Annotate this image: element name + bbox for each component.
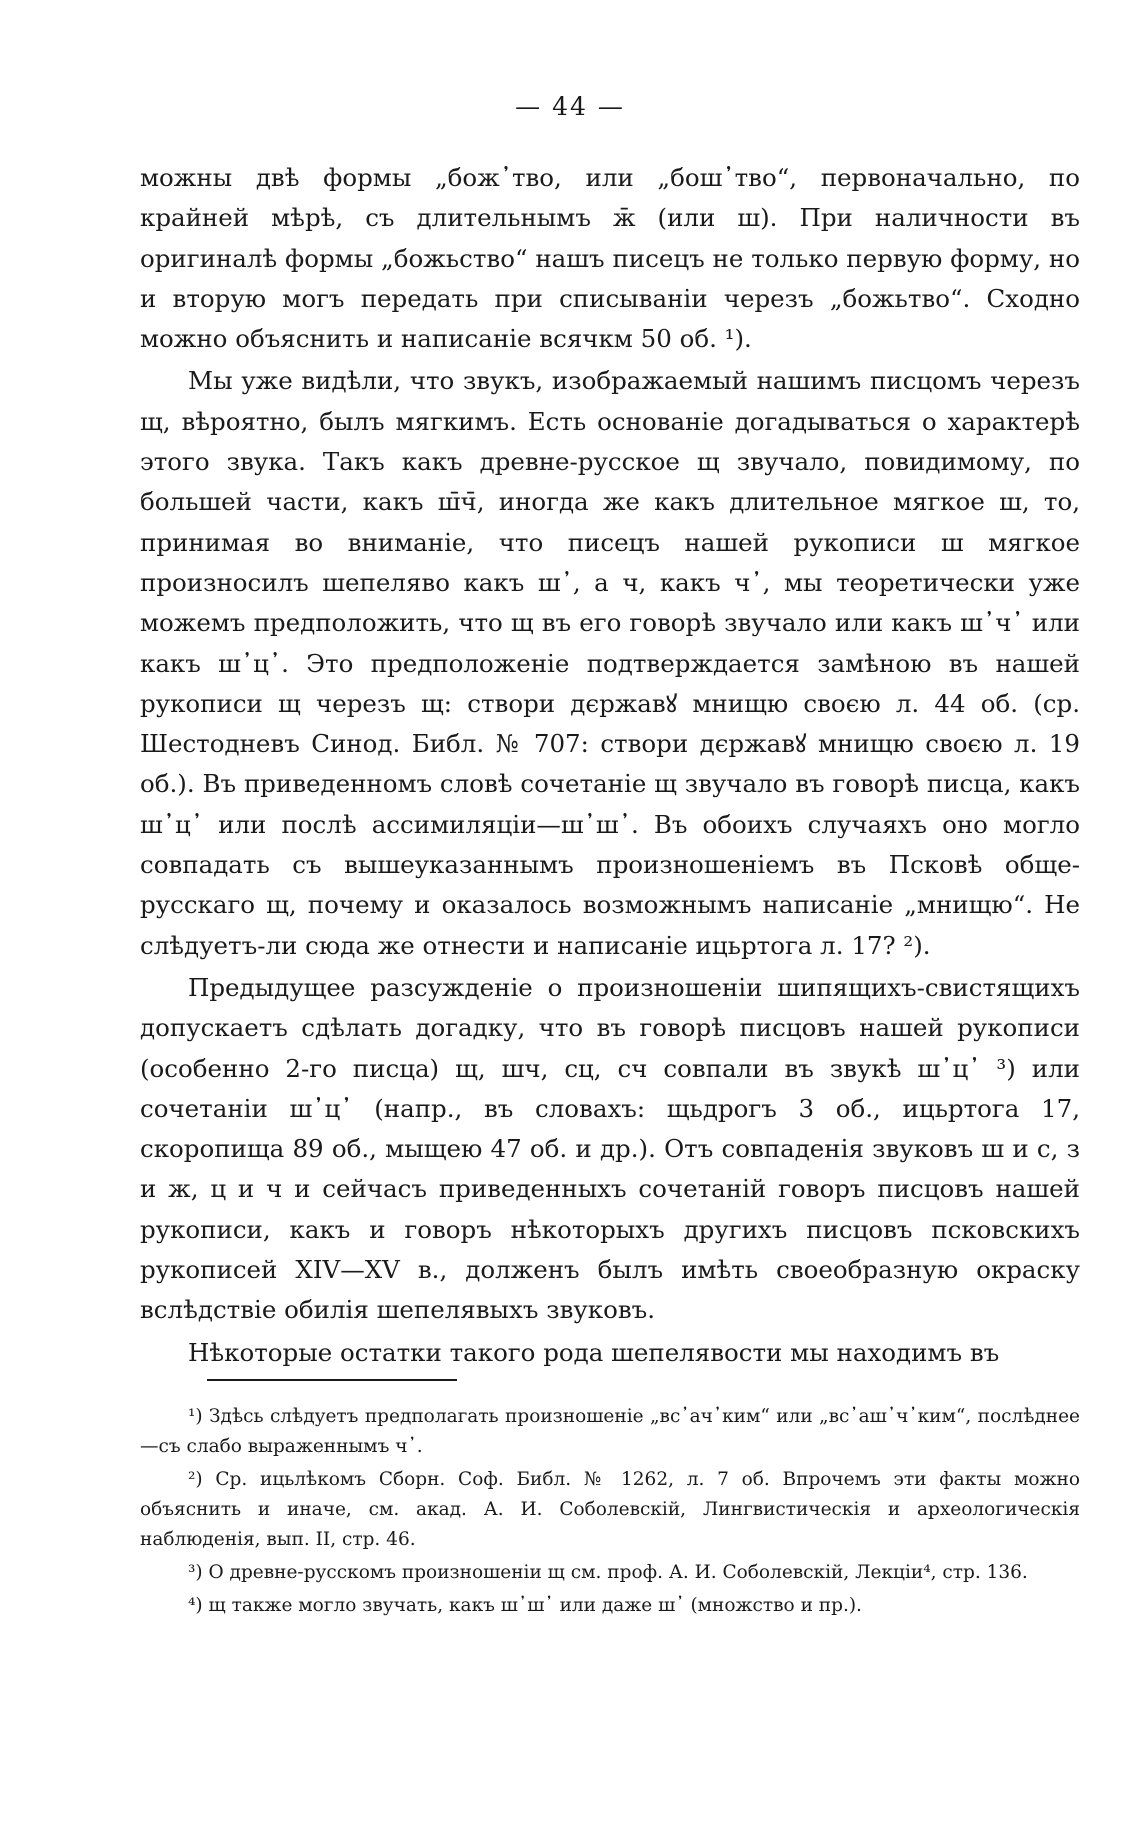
footnote: ⁴) щ также могло звучать, какъ ш᾽ш᾽ или даже ш᾽ (множство и пр.). [188, 1595, 862, 1616]
paragraph: Нѣкоторые остатки такого рода шепелявости мы находимъ въ [188, 1337, 1000, 1367]
paragraph: Предыдущее разсужденіе о произношеніи шипящихъ-свистящихъ допускаетъ сдѣлать догадку, что въ говорѣ писцовъ нашей рукописи (особенно 2-го писца) щ, шч, сц, сч совпали въ звукѣ ш᾽ц᾽ ³) или сочетаніи ш᾽ц᾽ (напр., въ словахъ: щьдрогъ 3 об., ицьртога 17, скоропища 89 об., мыщею 47 об. и др.). Отъ совпаденія звуковъ ш и с, з и ж, ц и ч и сейчасъ приведенныхъ сочетаній говоръ писцовъ нашей рукописи, какъ и говоръ нѣкоторыхъ другихъ писцовъ псковскихъ рукописей XIV—XV в., долженъ былъ имѣть своеобразную окраску вслѣдствіе обилія шепелявыхъ звуковъ. [140, 972, 1080, 1325]
main-text [140, 158, 1080, 1375]
footnote-divider [207, 1379, 457, 1381]
footnote: ³) О древне-русскомъ произношеніи щ см. проф. А. И. Соболевскій, Лекціи⁴, стр. 136. [188, 1562, 1028, 1583]
footnote: ²) Ср. ицьлѣкомъ Сборн. Соф. Библ. № 1262, л. 7 об. Впрочемъ эти факты можно объяснить и иначе, см. акад. А. И. Соболевскій, Лингвистическія и археологическія наблюденія, вып. II, стр. 46. [140, 1469, 1080, 1550]
paragraph-continuation: можны двѣ формы „бож᾽тво, или „бош᾽тво“, первоначально, по крайней мѣрѣ, съ длительнымъ ж̄ (или ш). При наличности въ оригиналѣ формы „божьство“ нашъ писецъ не только первую форму, но и вторую могъ передать при списываніи черезъ „божьтво“. Сходно можно объяснить и написаніе всячкм 50 об. ¹). [140, 163, 1080, 354]
paragraph: Мы уже видѣли, что звукъ, изображаемый нашимъ писцомъ черезъ щ, вѣроятно, былъ мягкимъ. Есть основаніе догадываться о характерѣ этого звука. Такъ какъ древне-русское щ звучало, повидимому, по большей части, какъ ш̄ч̄, иногда же какъ длительное мягкое ш, то, принимая во вниманіе, что писецъ нашей рукописи ш мягкое произносилъ шепеляво какъ ш᾽, а ч, какъ ч᾽, мы теоретически уже можемъ предположить, что щ въ его говорѣ звучало или какъ ш᾽ч᾽ или какъ ш᾽ц᾽. Это предположеніе подтверждается замѣною въ нашей рукописи щ черезъ щ: створи дєржавꙋ мнищю своєю л. 44 об. (ср. Шестодневъ Синод. Библ. № 707: створи дєржавꙋ мнищю своєю л. 19 об.). Въ приведенномъ словѣ сочетаніе щ звучало въ говорѣ писца, какъ ш᾽ц᾽ или послѣ ассимиляціи—ш᾽ш᾽. Въ обоихъ случаяхъ оно могло совпадать съ вышеуказаннымъ произношеніемъ въ Псковѣ обще-русскаго щ, почему и оказалось возможнымъ написаніе „мнищю“. Не слѣдуетъ-ли сюда же отнести и написаніе ицьртога л. 17? ²). [140, 366, 1080, 960]
page-number: — 44 — [515, 92, 625, 121]
footnotes [140, 1402, 1080, 1624]
footnote: ¹) Здѣсь слѣдуетъ предполагать произношеніе „вс᾽ач᾽ким“ или „вс᾽аш᾽ч᾽ким“, послѣднее—съ слабо выраженнымъ ч᾽. [140, 1406, 1080, 1457]
